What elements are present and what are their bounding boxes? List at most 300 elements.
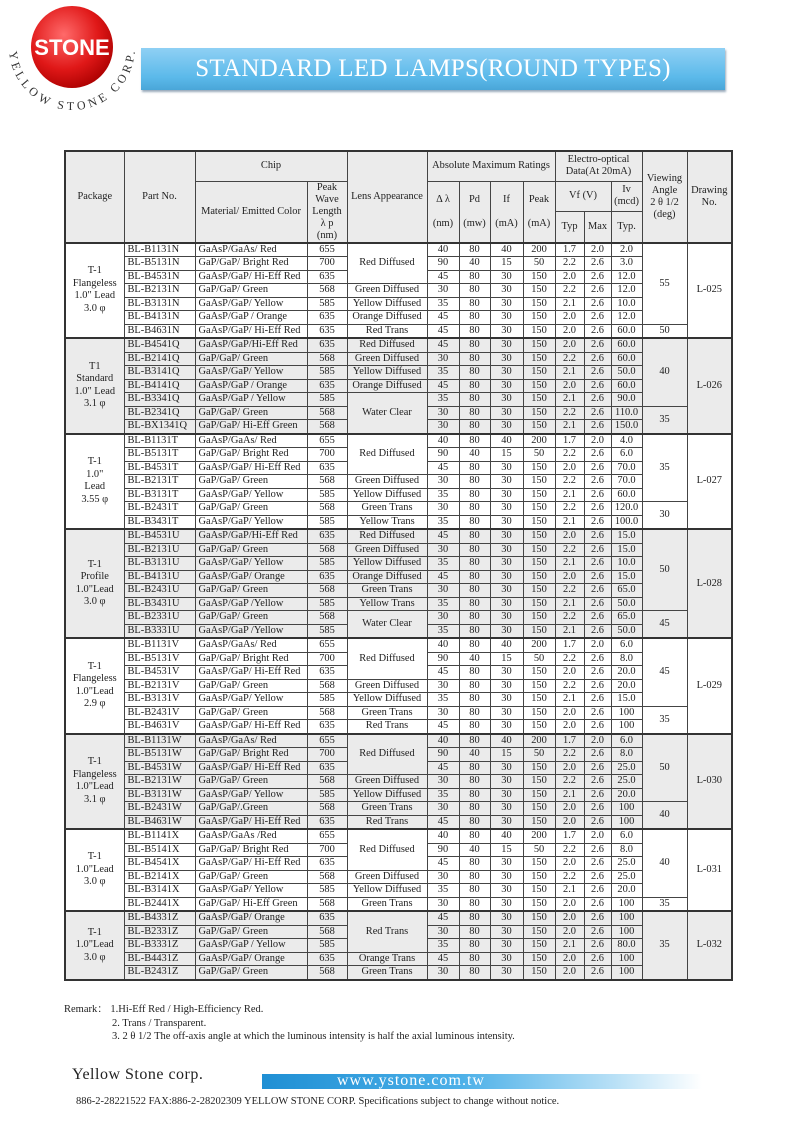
peak-wavelength-cell: 568 bbox=[307, 897, 347, 911]
if-cell: 30 bbox=[490, 379, 523, 393]
pd-cell: 80 bbox=[459, 829, 490, 843]
iv-typ-cell: 20.0 bbox=[611, 884, 642, 898]
iv-typ-cell: 6.0 bbox=[611, 448, 642, 462]
peak-wavelength-cell: 635 bbox=[307, 952, 347, 966]
part-no-cell: BL-B2131U bbox=[124, 543, 195, 557]
if-cell: 15 bbox=[490, 448, 523, 462]
peak-wavelength-cell: 568 bbox=[307, 802, 347, 816]
delta-lambda-cell: 35 bbox=[427, 515, 459, 529]
delta-lambda-cell: 30 bbox=[427, 420, 459, 434]
if-cell: 30 bbox=[490, 857, 523, 871]
table-row bbox=[65, 693, 732, 707]
table-row bbox=[65, 815, 732, 829]
package-cell bbox=[65, 829, 124, 911]
package-line: 1.0" bbox=[86, 468, 104, 480]
part-no-cell: BL-B3131T bbox=[124, 488, 195, 502]
if-cell: 30 bbox=[490, 502, 523, 516]
part-no-cell: BL-B3131V bbox=[124, 693, 195, 707]
delta-lambda-cell: 45 bbox=[427, 666, 459, 680]
table-row bbox=[65, 324, 732, 338]
vf-max-cell: 2.0 bbox=[584, 734, 611, 748]
lens-cell: Yellow Diffused bbox=[347, 693, 427, 707]
vf-typ-cell: 2.1 bbox=[555, 557, 584, 571]
lens-cell: Red Diffused bbox=[347, 338, 427, 352]
vf-max-cell: 2.6 bbox=[584, 706, 611, 720]
peak-current-cell: 150 bbox=[523, 788, 555, 802]
iv-typ-cell: 25.0 bbox=[611, 775, 642, 789]
vf-max-cell: 2.6 bbox=[584, 284, 611, 298]
vf-typ-cell: 2.0 bbox=[555, 570, 584, 584]
package-line: Profile bbox=[80, 571, 109, 582]
if-cell: 30 bbox=[490, 761, 523, 775]
package-line: 1.0"Lead bbox=[75, 583, 114, 595]
iv-typ-cell: 6.0 bbox=[611, 734, 642, 748]
vf-max-cell: 2.6 bbox=[584, 515, 611, 529]
vf-typ-cell: 2.1 bbox=[555, 420, 584, 434]
delta-lambda-cell: 40 bbox=[427, 243, 459, 257]
part-no-cell: BL-B2431U bbox=[124, 584, 195, 598]
peak-current-cell: 150 bbox=[523, 393, 555, 407]
material-cell: GaP/GaP/ Green bbox=[195, 543, 307, 557]
package-line: 3.0 φ bbox=[83, 596, 106, 607]
material-cell: GaAsP/GaP/ Hi-Eff Red bbox=[195, 761, 307, 775]
delta-lambda-cell: 45 bbox=[427, 761, 459, 775]
package-line: 1.0"Lead bbox=[75, 685, 114, 697]
iv-typ-cell: 60.0 bbox=[611, 352, 642, 366]
peak-wavelength-cell: 655 bbox=[307, 638, 347, 652]
iv-typ-cell: 100 bbox=[611, 952, 642, 966]
material-cell: GaP/GaP/ Bright Red bbox=[195, 448, 307, 462]
pd-cell: 80 bbox=[459, 243, 490, 257]
remark-item: 1.Hi-Eff Red / High-Efficiency Red. bbox=[110, 1004, 264, 1015]
part-no-cell: BL-B5141X bbox=[124, 843, 195, 857]
package-line: Flangeless bbox=[72, 768, 117, 780]
peak-current-cell: 150 bbox=[523, 966, 555, 980]
vf-max-cell: 2.6 bbox=[584, 611, 611, 625]
vf-typ-cell: 2.1 bbox=[555, 488, 584, 502]
pd-cell: 80 bbox=[459, 911, 490, 925]
vf-typ-cell: 2.2 bbox=[555, 843, 584, 857]
vf-typ-cell: 2.0 bbox=[555, 815, 584, 829]
table-row bbox=[65, 393, 732, 407]
material-cell: GaP/GaP/ Green bbox=[195, 475, 307, 489]
pd-cell: 80 bbox=[459, 952, 490, 966]
vf-max-cell: 2.6 bbox=[584, 557, 611, 571]
iv-typ-cell: 4.0 bbox=[611, 434, 642, 448]
lens-cell: Red Diffused bbox=[347, 734, 427, 775]
delta-lambda-cell: 90 bbox=[427, 748, 459, 762]
material-cell: GaP/GaP/ Bright Red bbox=[195, 748, 307, 762]
iv-typ-cell: 20.0 bbox=[611, 666, 642, 680]
peak-wavelength-cell: 700 bbox=[307, 448, 347, 462]
pd-cell: 80 bbox=[459, 611, 490, 625]
package-line: 1.0" Lead bbox=[74, 385, 116, 397]
viewing-angle-cell: 50 bbox=[642, 324, 687, 338]
material-cell: GaAsP/GaP/ Hi-Eff Red bbox=[195, 666, 307, 680]
material-cell: GaAsP/GaP/ Hi-Eff Red bbox=[195, 815, 307, 829]
vf-max-cell: 2.6 bbox=[584, 461, 611, 475]
package-line: 3.1 φ bbox=[83, 398, 106, 410]
pd-cell: 80 bbox=[459, 406, 490, 420]
if-cell: 15 bbox=[490, 652, 523, 666]
pd-cell: 80 bbox=[459, 297, 490, 311]
if-cell: 30 bbox=[490, 488, 523, 502]
iv-typ-cell: 50.0 bbox=[611, 624, 642, 638]
package-cell bbox=[65, 734, 124, 830]
pd-cell: 80 bbox=[459, 679, 490, 693]
pd-cell: 80 bbox=[459, 693, 490, 707]
delta-lambda-cell: 45 bbox=[427, 570, 459, 584]
peak-current-cell: 50 bbox=[523, 448, 555, 462]
vf-max-cell: 2.6 bbox=[584, 543, 611, 557]
delta-lambda-cell: 30 bbox=[427, 352, 459, 366]
if-cell: 30 bbox=[490, 338, 523, 352]
header-abs-max: Absolute Maximum Ratings bbox=[427, 151, 555, 181]
header-delta-lambda bbox=[427, 181, 459, 243]
vf-max-cell: 2.6 bbox=[584, 366, 611, 380]
peak-current-cell: 150 bbox=[523, 270, 555, 284]
vf-typ-cell: 2.1 bbox=[555, 366, 584, 380]
peak-wavelength-cell: 635 bbox=[307, 338, 347, 352]
iv-typ-cell: 100 bbox=[611, 925, 642, 939]
iv-typ-cell: 15.0 bbox=[611, 693, 642, 707]
part-no-cell: BL-B4531N bbox=[124, 270, 195, 284]
material-cell: GaAsP/GaAs/ Red bbox=[195, 243, 307, 257]
part-no-cell: BL-B2431Z bbox=[124, 966, 195, 980]
delta-lambda-cell: 90 bbox=[427, 652, 459, 666]
package-line: T-1 bbox=[87, 265, 102, 277]
peak-wavelength-cell: 585 bbox=[307, 488, 347, 502]
peak-wavelength-cell: 585 bbox=[307, 557, 347, 571]
part-no-cell: BL-B4131U bbox=[124, 570, 195, 584]
header-chip: Chip bbox=[195, 151, 347, 181]
package-line: 3.0 φ bbox=[83, 951, 106, 963]
if-cell: 30 bbox=[490, 884, 523, 898]
pd-cell: 80 bbox=[459, 311, 490, 325]
pd-cell: 80 bbox=[459, 775, 490, 789]
part-no-cell: BL-B4531V bbox=[124, 666, 195, 680]
part-no-cell: BL-B2131T bbox=[124, 475, 195, 489]
if-label: If bbox=[503, 193, 510, 205]
peak-current-cell: 50 bbox=[523, 652, 555, 666]
peak-wavelength-cell: 568 bbox=[307, 584, 347, 598]
vf-max-cell: 2.6 bbox=[584, 270, 611, 284]
lens-cell: Green Diffused bbox=[347, 775, 427, 789]
peak-current-cell: 150 bbox=[523, 761, 555, 775]
part-no-cell: BL-B2141X bbox=[124, 870, 195, 884]
header-viewing-angle bbox=[642, 151, 687, 243]
package-cell bbox=[65, 243, 124, 339]
table-row bbox=[65, 966, 732, 980]
vf-typ-cell: 1.7 bbox=[555, 243, 584, 257]
if-cell: 30 bbox=[490, 393, 523, 407]
package-cell bbox=[65, 434, 124, 530]
peak-current-cell: 150 bbox=[523, 284, 555, 298]
pd-cell: 80 bbox=[459, 597, 490, 611]
peak-wavelength-cell: 700 bbox=[307, 748, 347, 762]
peak-wave-line: (nm) bbox=[316, 229, 338, 241]
iv-typ-cell: 12.0 bbox=[611, 284, 642, 298]
lens-cell: Water Clear bbox=[347, 393, 427, 434]
if-cell: 15 bbox=[490, 257, 523, 271]
pd-cell: 80 bbox=[459, 461, 490, 475]
material-cell: GaP/GaP/ Green bbox=[195, 406, 307, 420]
iv-typ-cell: 70.0 bbox=[611, 461, 642, 475]
part-no-cell: BL-B2431V bbox=[124, 706, 195, 720]
peak-wavelength-cell: 655 bbox=[307, 243, 347, 257]
pd-cell: 80 bbox=[459, 666, 490, 680]
vf-max-cell: 2.6 bbox=[584, 570, 611, 584]
iv-typ-cell: 70.0 bbox=[611, 475, 642, 489]
delta-lambda-cell: 90 bbox=[427, 843, 459, 857]
peak-wavelength-cell: 585 bbox=[307, 297, 347, 311]
vf-max-cell: 2.6 bbox=[584, 597, 611, 611]
vf-typ-cell: 2.2 bbox=[555, 475, 584, 489]
peak-wavelength-cell: 568 bbox=[307, 352, 347, 366]
if-cell: 30 bbox=[490, 911, 523, 925]
vf-typ-cell: 2.2 bbox=[555, 679, 584, 693]
peak-wavelength-cell: 568 bbox=[307, 284, 347, 298]
drawing-no-cell: L-031 bbox=[687, 829, 732, 911]
table-row bbox=[65, 284, 732, 298]
lens-cell: Green Diffused bbox=[347, 475, 427, 489]
material-cell: GaAsP/GaAs/ Red bbox=[195, 638, 307, 652]
delta-lambda-cell: 45 bbox=[427, 952, 459, 966]
vf-max-cell: 2.6 bbox=[584, 815, 611, 829]
vf-typ-cell: 2.2 bbox=[555, 502, 584, 516]
viewing-angle-cell: 35 bbox=[642, 706, 687, 734]
table-row bbox=[65, 543, 732, 557]
lens-cell: Green Diffused bbox=[347, 352, 427, 366]
footer-website-link[interactable]: www.ystone.com.tw bbox=[337, 1072, 485, 1089]
vf-max-cell: 2.6 bbox=[584, 324, 611, 338]
part-no-cell: BL-B3131N bbox=[124, 297, 195, 311]
peak-current-cell: 150 bbox=[523, 366, 555, 380]
viewing-line: Angle bbox=[651, 184, 678, 196]
peak-current-cell: 150 bbox=[523, 543, 555, 557]
delta-lambda-cell: 45 bbox=[427, 270, 459, 284]
iv-typ-cell: 100 bbox=[611, 966, 642, 980]
peak-wavelength-cell: 635 bbox=[307, 666, 347, 680]
drawing-no-cell: L-025 bbox=[687, 243, 732, 339]
pd-cell: 80 bbox=[459, 570, 490, 584]
vf-typ-cell: 2.0 bbox=[555, 802, 584, 816]
peak-current-cell: 150 bbox=[523, 611, 555, 625]
vf-max-cell: 2.6 bbox=[584, 775, 611, 789]
material-cell: GaAsP/GaP/ Hi-Eff Red bbox=[195, 270, 307, 284]
peak-current-cell: 150 bbox=[523, 706, 555, 720]
viewing-angle-cell: 35 bbox=[642, 911, 687, 980]
peak-wavelength-cell: 635 bbox=[307, 529, 347, 543]
package-line: T-1 bbox=[87, 660, 102, 672]
pd-cell: 80 bbox=[459, 761, 490, 775]
header-vf-typ: Typ bbox=[555, 212, 584, 243]
peak-wavelength-cell: 655 bbox=[307, 829, 347, 843]
lens-cell: Red Diffused bbox=[347, 529, 427, 543]
if-cell: 30 bbox=[490, 557, 523, 571]
peak-current-cell: 150 bbox=[523, 297, 555, 311]
vf-typ-cell: 2.0 bbox=[555, 925, 584, 939]
if-cell: 30 bbox=[490, 679, 523, 693]
vf-max-cell: 2.6 bbox=[584, 406, 611, 420]
vf-typ-cell: 2.0 bbox=[555, 897, 584, 911]
part-no-cell: BL-B5131T bbox=[124, 448, 195, 462]
peak-current-cell: 150 bbox=[523, 597, 555, 611]
package-line: Lead bbox=[84, 481, 106, 493]
pd-cell: 80 bbox=[459, 925, 490, 939]
vf-typ-cell: 2.2 bbox=[555, 775, 584, 789]
part-no-cell: BL-B2131N bbox=[124, 284, 195, 298]
delta-lambda-cell: 35 bbox=[427, 597, 459, 611]
table-row bbox=[65, 679, 732, 693]
material-cell: GaP/GaP/ Green bbox=[195, 584, 307, 598]
part-no-cell: BL-B3431U bbox=[124, 597, 195, 611]
viewing-angle-cell: 50 bbox=[642, 734, 687, 802]
vf-max-cell: 2.6 bbox=[584, 748, 611, 762]
pd-cell: 40 bbox=[459, 257, 490, 271]
material-cell: GaAsP/GaAs/ Red bbox=[195, 434, 307, 448]
package-line: 3.0 φ bbox=[83, 876, 106, 888]
peak-wavelength-cell: 568 bbox=[307, 406, 347, 420]
delta-lambda-cell: 30 bbox=[427, 897, 459, 911]
pd-cell: 80 bbox=[459, 270, 490, 284]
material-cell: GaP/GaP/ Green bbox=[195, 502, 307, 516]
title-banner bbox=[141, 48, 725, 90]
material-cell: GaAsP/GaP/Hi-Eff Red bbox=[195, 529, 307, 543]
peak-current-cell: 150 bbox=[523, 624, 555, 638]
table-row bbox=[65, 488, 732, 502]
part-no-cell: BL-B4531T bbox=[124, 461, 195, 475]
vf-max-cell: 2.6 bbox=[584, 897, 611, 911]
vf-max-cell: 2.6 bbox=[584, 761, 611, 775]
header-part-no: Part No. bbox=[124, 151, 195, 243]
peak-current-cell: 150 bbox=[523, 515, 555, 529]
table-row bbox=[65, 570, 732, 584]
vf-typ-cell: 2.0 bbox=[555, 761, 584, 775]
svg-text:STONE: STONE bbox=[34, 35, 110, 60]
peak-current-cell: 50 bbox=[523, 748, 555, 762]
peak-wavelength-cell: 635 bbox=[307, 857, 347, 871]
peak-wavelength-cell: 585 bbox=[307, 597, 347, 611]
if-cell: 30 bbox=[490, 311, 523, 325]
package-line: 3.1 φ bbox=[83, 793, 106, 805]
vf-typ-cell: 1.7 bbox=[555, 734, 584, 748]
pd-cell: 80 bbox=[459, 624, 490, 638]
vf-max-cell: 2.6 bbox=[584, 624, 611, 638]
if-cell: 30 bbox=[490, 597, 523, 611]
if-cell: 30 bbox=[490, 966, 523, 980]
peak-wavelength-cell: 568 bbox=[307, 611, 347, 625]
peak-wave-line: Length bbox=[312, 205, 342, 217]
table-row bbox=[65, 338, 732, 352]
package-line: T-1 bbox=[87, 456, 102, 468]
pd-cell: 40 bbox=[459, 843, 490, 857]
if-cell: 40 bbox=[490, 243, 523, 257]
header-iv-typ: Typ. bbox=[611, 212, 642, 243]
vf-typ-cell: 2.1 bbox=[555, 884, 584, 898]
part-no-cell: BL-B2341Q bbox=[124, 406, 195, 420]
table-row bbox=[65, 352, 732, 366]
peak-wavelength-cell: 568 bbox=[307, 706, 347, 720]
peak-current-cell: 150 bbox=[523, 338, 555, 352]
if-cell: 15 bbox=[490, 748, 523, 762]
iv-typ-cell: 150.0 bbox=[611, 420, 642, 434]
peak-current-cell: 150 bbox=[523, 324, 555, 338]
lens-cell: Orange Trans bbox=[347, 952, 427, 966]
vf-max-cell: 2.6 bbox=[584, 939, 611, 953]
if-cell: 40 bbox=[490, 829, 523, 843]
vf-typ-cell: 2.0 bbox=[555, 379, 584, 393]
material-cell: GaAsP/GaP/ Orange bbox=[195, 911, 307, 925]
header-electro-optical: Electro-optical Data(At 20mA) bbox=[555, 151, 642, 181]
lens-cell: Orange Diffused bbox=[347, 311, 427, 325]
peak-wavelength-cell: 568 bbox=[307, 543, 347, 557]
if-cell: 40 bbox=[490, 434, 523, 448]
peak-current-cell: 150 bbox=[523, 557, 555, 571]
iv-typ-cell: 8.0 bbox=[611, 843, 642, 857]
material-cell: GaAsP/GaP/ Yellow bbox=[195, 297, 307, 311]
delta-lambda-cell: 45 bbox=[427, 720, 459, 734]
if-cell: 30 bbox=[490, 897, 523, 911]
part-no-cell: BL-B3141Q bbox=[124, 366, 195, 380]
peak-current-cell: 150 bbox=[523, 720, 555, 734]
iv-typ-cell: 25.0 bbox=[611, 870, 642, 884]
pd-cell: 80 bbox=[459, 379, 490, 393]
vf-typ-cell: 2.2 bbox=[555, 352, 584, 366]
vf-max-cell: 2.6 bbox=[584, 870, 611, 884]
material-cell: GaP/GaP/ Bright Red bbox=[195, 652, 307, 666]
peak-wavelength-cell: 585 bbox=[307, 693, 347, 707]
header-material: Material/ Emitted Color bbox=[195, 181, 307, 243]
iv-typ-cell: 50.0 bbox=[611, 597, 642, 611]
vf-max-cell: 2.6 bbox=[584, 488, 611, 502]
header-vf-max: Max bbox=[584, 212, 611, 243]
package-line: T-1 bbox=[87, 851, 102, 863]
part-no-cell: BL-B2131V bbox=[124, 679, 195, 693]
peak-wavelength-cell: 585 bbox=[307, 884, 347, 898]
iv-typ-cell: 6.0 bbox=[611, 638, 642, 652]
peak-wavelength-cell: 568 bbox=[307, 679, 347, 693]
lens-cell: Yellow Diffused bbox=[347, 557, 427, 571]
pd-cell: 80 bbox=[459, 734, 490, 748]
vf-max-cell: 2.0 bbox=[584, 638, 611, 652]
material-cell: GaAsP/GaP/ Yellow bbox=[195, 488, 307, 502]
vf-typ-cell: 2.2 bbox=[555, 652, 584, 666]
vf-typ-cell: 2.0 bbox=[555, 270, 584, 284]
vf-typ-cell: 2.2 bbox=[555, 406, 584, 420]
pd-cell: 80 bbox=[459, 543, 490, 557]
pd-cell: 80 bbox=[459, 884, 490, 898]
viewing-angle-cell: 35 bbox=[642, 406, 687, 434]
material-cell: GaP/GaP/ Bright Red bbox=[195, 843, 307, 857]
viewing-line: 2 θ 1/2 bbox=[650, 196, 679, 208]
peak-wavelength-cell: 635 bbox=[307, 311, 347, 325]
led-spec-table bbox=[64, 150, 733, 981]
lens-cell: Green Diffused bbox=[347, 679, 427, 693]
delta-lambda-cell: 35 bbox=[427, 693, 459, 707]
material-cell: GaAsP/GaAs/ Red bbox=[195, 734, 307, 748]
peak-wavelength-cell: 700 bbox=[307, 257, 347, 271]
material-cell: GaP/GaP/ Green bbox=[195, 775, 307, 789]
vf-typ-cell: 2.0 bbox=[555, 706, 584, 720]
drawing-no-cell: L-029 bbox=[687, 638, 732, 734]
peak-current-cell: 150 bbox=[523, 488, 555, 502]
peak-current-cell: 200 bbox=[523, 638, 555, 652]
pd-cell: 80 bbox=[459, 706, 490, 720]
vf-max-cell: 2.6 bbox=[584, 925, 611, 939]
vf-max-cell: 2.6 bbox=[584, 679, 611, 693]
header-vf: Vf (V) bbox=[555, 181, 611, 212]
